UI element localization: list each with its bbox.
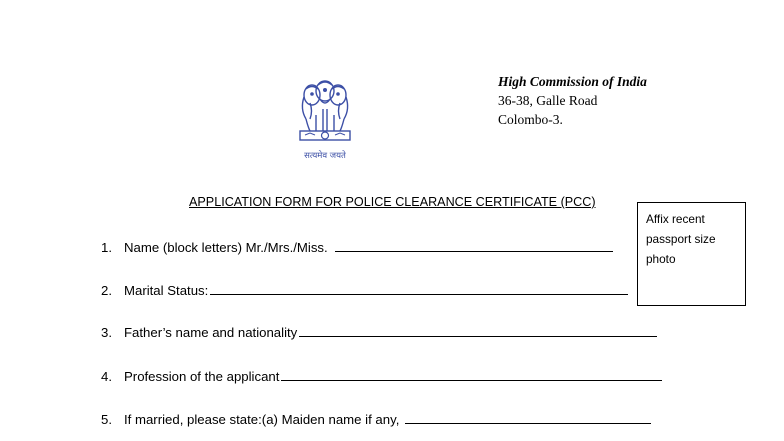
item-number: 5. [101, 412, 112, 427]
photo-box-text-line-1: Affix recent [646, 212, 705, 226]
address-city: Colombo-3. [498, 112, 563, 127]
form-item-profession [101, 369, 662, 384]
item-number: 2. [101, 283, 112, 298]
maiden-name-field-line[interactable] [405, 422, 651, 424]
item-label: Profession of the applicant [124, 369, 280, 384]
item-label: Name (block letters) Mr./Mrs./Miss. [124, 240, 328, 255]
form-item-maiden-name [101, 412, 651, 427]
photo-box-text-line-2: passport size [646, 232, 716, 246]
address-block [498, 72, 647, 129]
national-emblem-icon [290, 75, 360, 167]
father-name-field-line[interactable] [299, 335, 657, 337]
item-label: Father’s name and nationality [124, 325, 298, 340]
item-number: 3. [101, 325, 112, 340]
item-number: 4. [101, 369, 112, 384]
photo-box [637, 202, 746, 306]
form-title: APPLICATION FORM FOR POLICE CLEARANCE CERTIFICATE (PCC) [189, 195, 596, 209]
item-number: 1. [101, 240, 112, 255]
photo-box-text-line-3: photo [646, 252, 676, 266]
profession-field-line[interactable] [281, 379, 662, 381]
item-label: Marital Status: [124, 283, 209, 298]
marital-status-field-line[interactable] [210, 293, 628, 295]
emblem-motto: सत्यमेव जयते [304, 151, 346, 161]
address-street: 36-38, Galle Road [498, 93, 598, 108]
form-item-father-name [101, 325, 657, 340]
name-field-line[interactable] [335, 250, 613, 252]
form-item-name [101, 240, 613, 255]
form-item-marital-status [101, 283, 628, 298]
item-label: If married, please state:(a) Maiden name if any, [124, 412, 400, 427]
organization-name: High Commission of India [498, 74, 647, 89]
